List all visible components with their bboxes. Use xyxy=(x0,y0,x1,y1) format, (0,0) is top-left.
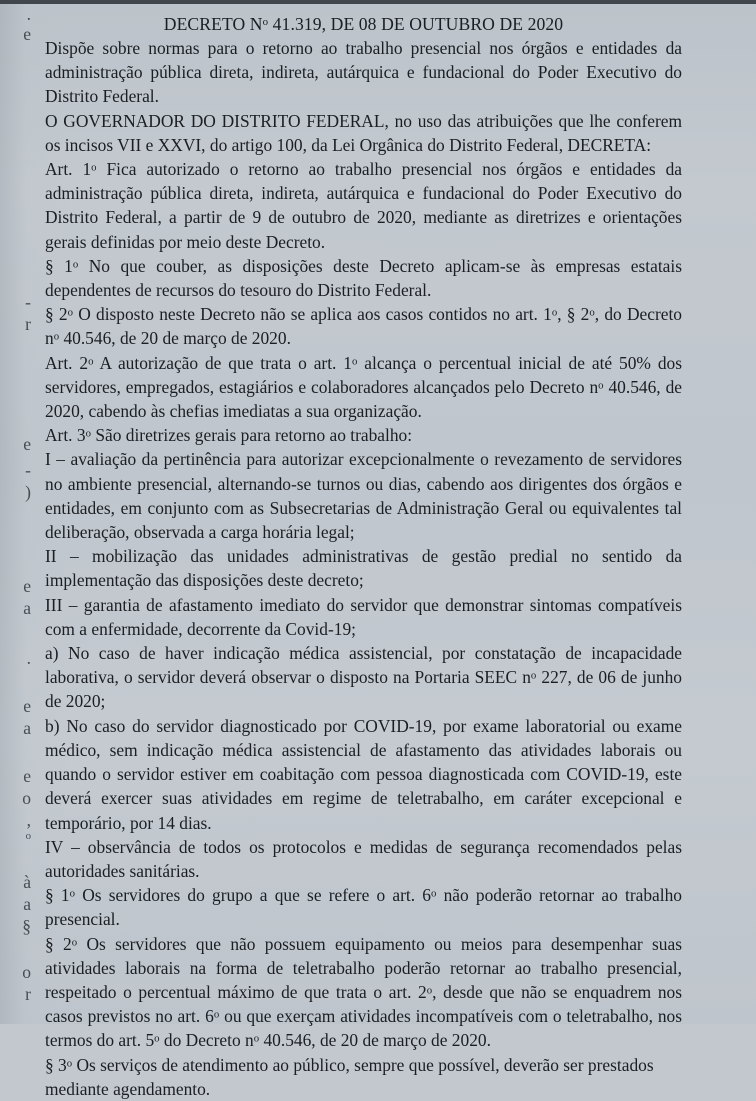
decree-paragraph: Art. 3$^o$ São diretrizes gerais para retorno ao trabalho: xyxy=(45,425,413,446)
decree-paragraph: III – garantia de afastamento imediato do servidor que demonstrar sintomas compatíveis com a enfermidade, decorrente da Covid-19; xyxy=(45,594,682,639)
bleed-glyph: . xyxy=(26,4,31,24)
decree-paragraph: a) No caso de haver indicação médica assistencial, por constatação de incapacidade laborativa, o servidor deverá observar o disposto na Portaria SEEC $n^o$ 227, de 06 de junho de 2020; xyxy=(45,643,682,712)
bleed-glyph: , xyxy=(26,810,31,830)
decree-paragraph: Art. 1$^o$ Fica autorizado o retorno ao trabalho presencial nos órgãos e entidades da administração pública direta, indireta, autárquica e fundacional do Poder Executivo do Distrito Federal, a partir de 9 de outubro de 2020, mediante as diretrizes e orientações gerais definidas por meio deste Decreto. xyxy=(45,159,682,252)
bleed-glyph: e xyxy=(23,696,31,716)
bleed-glyph: a xyxy=(23,598,31,618)
decree-paragraph: IV – observância de todos os protocolos e medidas de segurança recomendados pelas autoridades sanitárias. xyxy=(45,836,682,881)
bleed-glyph: e xyxy=(23,434,31,454)
decree-body xyxy=(45,36,682,1101)
bleed-glyph: e xyxy=(23,24,31,44)
decree-paragraph: § 3$^o$ Os serviços de atendimento ao público, sempre que possível, deverão ser prestados mediante agendamento. xyxy=(45,1054,654,1099)
decree-paragraph: II – mobilização das unidades administrativas de gestão predial no sentido da implementação das disposições deste decreto; xyxy=(45,546,682,591)
bleed-glyph: - xyxy=(25,460,31,480)
decree-paragraph: § 2$^o$ Os servidores que não possuem equipamento ou meios para desempenhar suas atividades laborais na forma de teletrabalho poderão retornar ao trabalho presencial, respeitado o percentual máximo de que trata o art. 2$^o$, desde que não se enquadrem nos casos previstos no art. 6$^o$ ou que exerçam atividades incompatíveis com o teletrabalho, nos termos do art. 5$^o$ do Decreto $n^o$ 40.546, de 20 de março de 2020. xyxy=(45,933,682,1051)
decree-paragraph: b) No caso do servidor diagnosticado por COVID-19, por exame laboratorial ou exame médico, sem indicação médica assistencial de afastamento das atividades laborais ou quando o servidor estiver em coabitação com pessoa diagnosticada com COVID-19, este deverá exercer suas atividades em regime de teletrabalho, em caráter excepcional e temporário, por 14 dias. xyxy=(45,715,682,833)
bleed-glyph: - xyxy=(25,292,31,312)
bleed-glyph: o xyxy=(25,830,31,843)
bleed-glyph: ) xyxy=(25,482,31,502)
decree-paragraph: O GOVERNADOR DO DISTRITO FEDERAL, no uso das atribuições que lhe conferem os incisos VII e XXVI, do artigo 100, da Lei Orgânica do Distrito Federal, DECRETA: xyxy=(45,110,682,155)
decree-paragraph: I – avaliação da pertinência para autorizar excepcionalmente o revezamento de servidores no ambiente presencial, alternando-se turnos ou dias, cabendo aos dirigentes dos órgãos e entidades, em conjunto com as Subsecretarias de Administração Geral ou equivalentes tal deliberação, observada a carga horária legal; xyxy=(45,449,682,543)
bleed-glyph: a xyxy=(23,894,31,914)
bleed-glyph: r xyxy=(25,984,31,1004)
decree-paragraph: § 2$^o$ O disposto neste Decreto não se aplica aos casos contidos no art. 1$^o$, § 2$^o$, do Decreto $n^o$ 40.546, de 20 de março de 2020. xyxy=(45,304,682,349)
bleed-glyph: à xyxy=(23,872,31,892)
left-column-bleed-fragments xyxy=(0,0,34,1024)
bleed-glyph: r xyxy=(25,314,31,334)
bleed-glyph: e xyxy=(23,766,31,786)
decree-paragraph: § 1$^o$ Os servidores do grupo a que se refere o art. 6$^o$ não poderão retornar ao trabalho presencial. xyxy=(45,885,682,930)
bleed-glyph: o xyxy=(22,962,31,982)
bleed-glyph: . xyxy=(26,648,31,668)
bleed-glyph: e xyxy=(23,576,31,596)
bleed-glyph: § xyxy=(22,916,31,936)
decree-text-column xyxy=(45,0,682,1101)
bleed-glyph: a xyxy=(23,718,31,738)
decree-title: DECRETO $N^o$ 41.319, DE 08 DE OUTUBRO DE 2020 xyxy=(163,14,564,34)
bleed-glyph: o xyxy=(22,788,31,808)
decree-paragraph: Art. 2$^o$ A autorização de que trata o art. 1$^o$ alcança o percentual inicial de até 50% dos servidores, empregados, estagiários e colaboradores alcançados pelo Decreto $n^o$ 40.546, de 2020, cabendo às chefias imediatas a sua organização. xyxy=(45,352,682,422)
decree-paragraph: Dispõe sobre normas para o retorno ao trabalho presencial nos órgãos e entidades da administração pública direta, indireta, autárquica e fundacional do Poder Executivo do Distrito Federal. xyxy=(45,38,682,107)
decree-paragraph: § 1$^o$ No que couber, as disposições deste Decreto aplicam-se às empresas estatais dependentes de recursos do tesouro do Distrito Federal. xyxy=(45,255,682,301)
